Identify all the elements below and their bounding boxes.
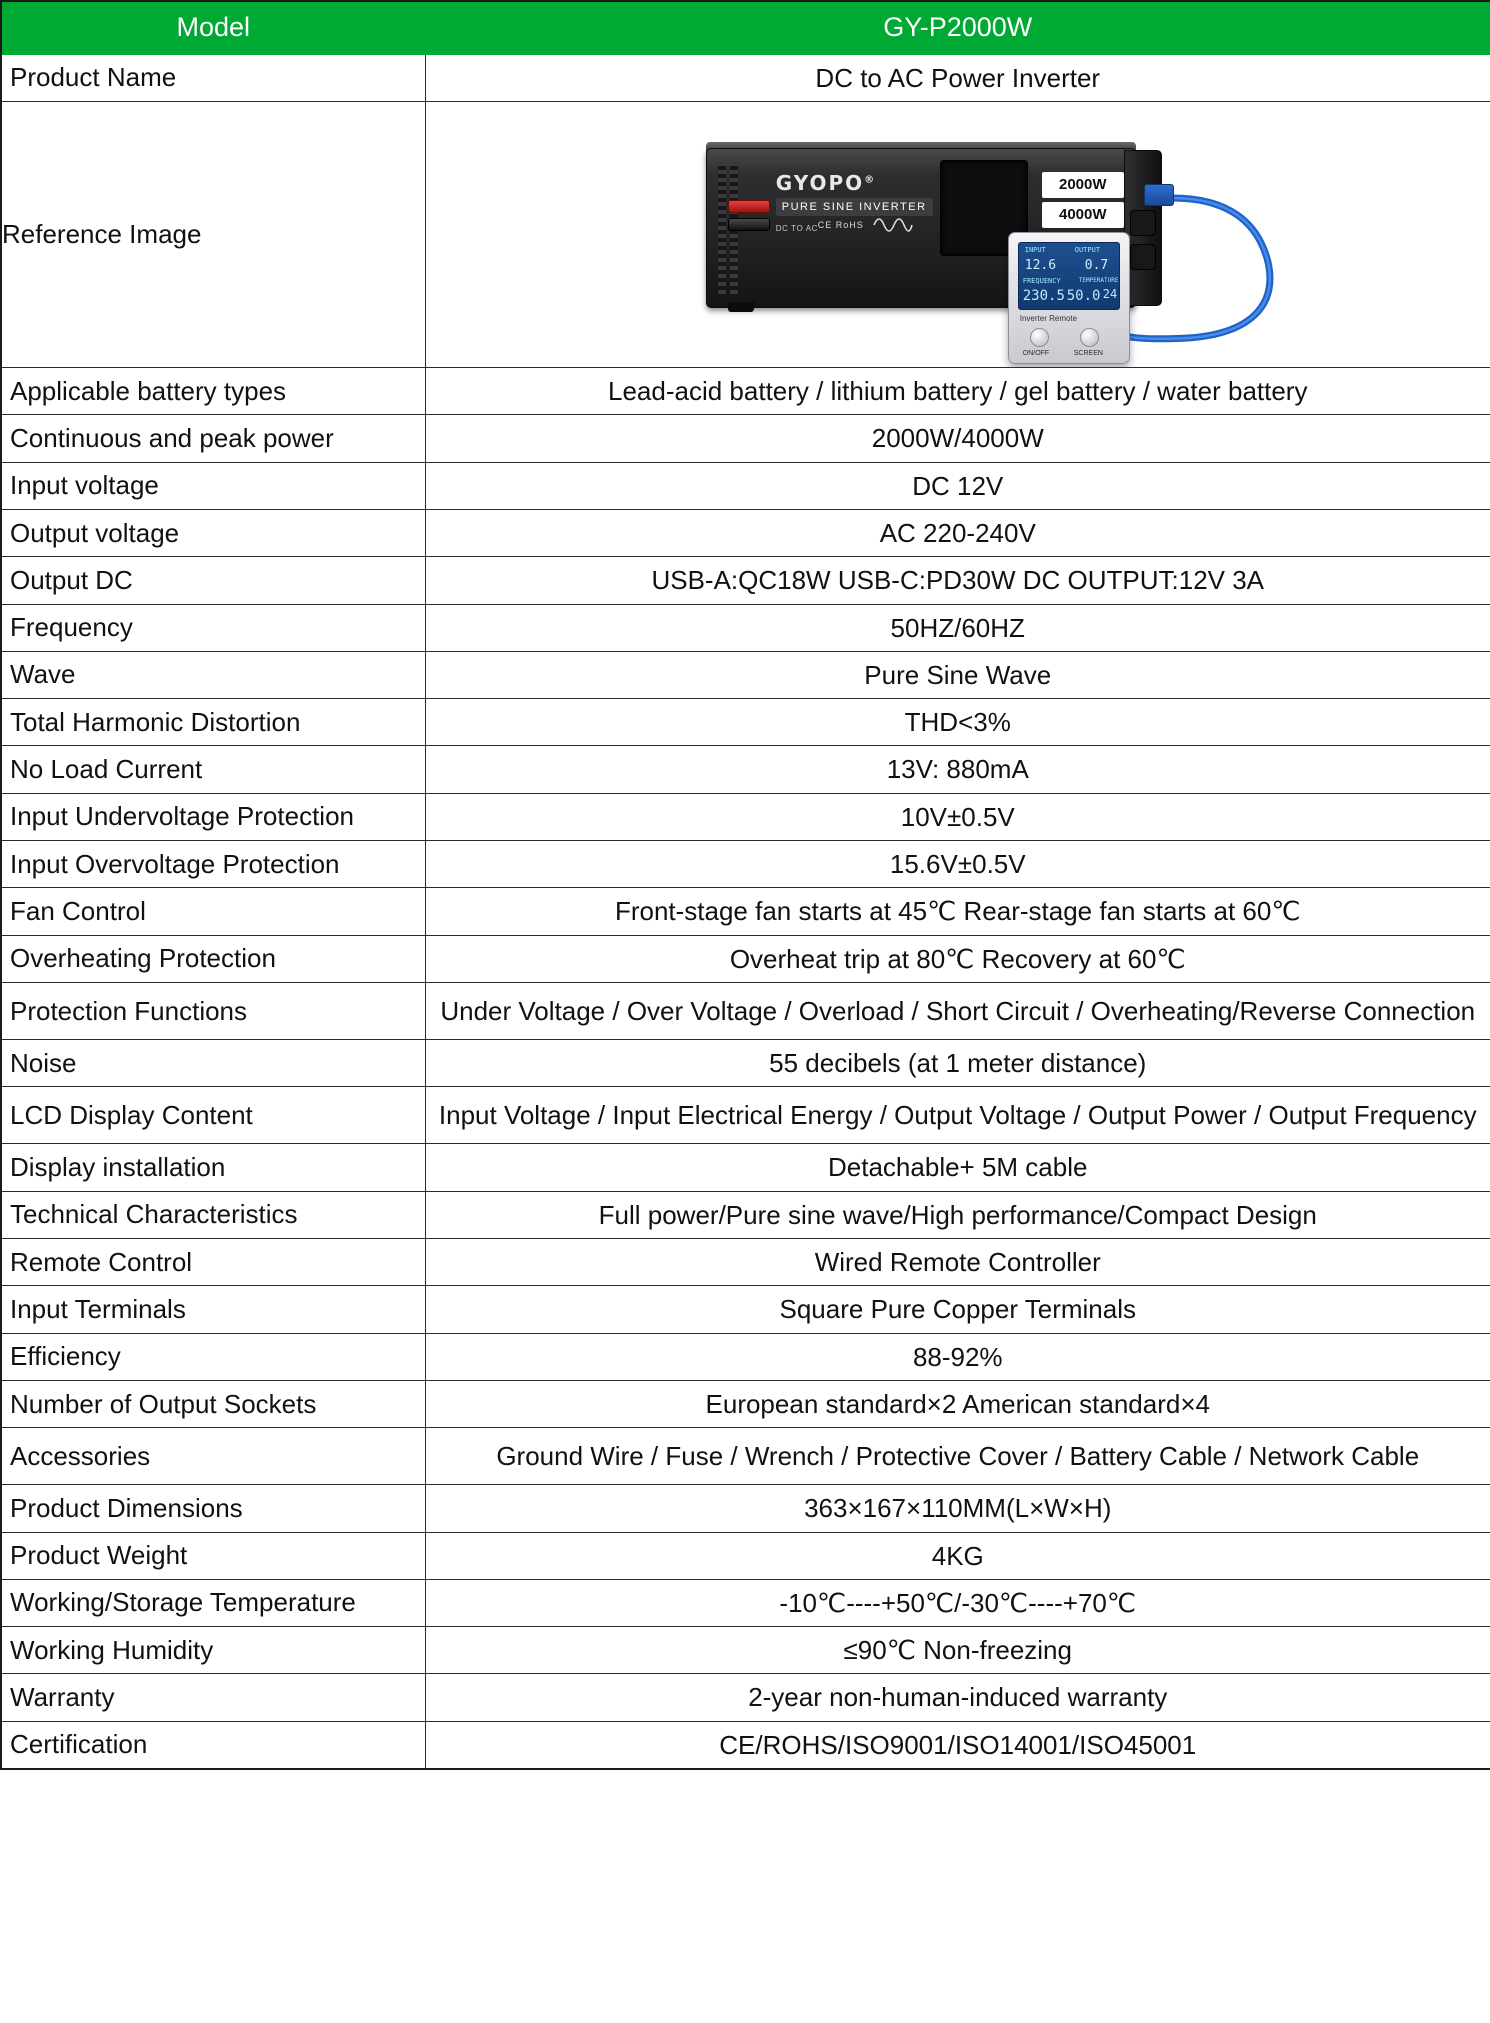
row-label: Efficiency xyxy=(1,1333,425,1380)
row-label: Display installation xyxy=(1,1144,425,1191)
table-row xyxy=(1,1333,1490,1380)
negative-terminal xyxy=(728,218,770,231)
peak-power-badge: 4000W xyxy=(1042,202,1124,228)
row-value: Ground Wire / Fuse / Wrench / Protective Cover / Battery Cable / Network Cable xyxy=(425,1428,1490,1485)
rj45-port-icon xyxy=(1144,184,1174,206)
row-value: 4KG xyxy=(425,1532,1490,1579)
row-value: Detachable+ 5M cable xyxy=(425,1144,1490,1191)
row-value: ≤90℃ Non-freezing xyxy=(425,1627,1490,1674)
row-value: 15.6V±0.5V xyxy=(425,841,1490,888)
table-row xyxy=(1,935,1490,982)
row-value: AC 220-240V xyxy=(425,509,1490,556)
row-value: DC 12V xyxy=(425,462,1490,509)
lcd-screen: INPUT OUTPUT 12.6 0.7 FREQUENCY TEMPERATURE 230.5 50.0 24 xyxy=(1018,242,1120,310)
row-value: 50HZ/60HZ xyxy=(425,604,1490,651)
header-model-value: GY-P2000W xyxy=(425,1,1490,54)
table-row xyxy=(1,54,1490,101)
table-row xyxy=(1,509,1490,556)
row-label: Input Overvoltage Protection xyxy=(1,841,425,888)
row-label: Product Weight xyxy=(1,1532,425,1579)
table-row xyxy=(1,1579,1490,1626)
table-row xyxy=(1,1380,1490,1427)
table-row xyxy=(1,793,1490,840)
table-row xyxy=(1,1040,1490,1087)
table-row xyxy=(1,415,1490,462)
table-row xyxy=(1,1191,1490,1238)
pure-sine-inverter-label: PURE SINE INVERTER xyxy=(776,198,933,217)
row-label: Output DC xyxy=(1,557,425,604)
row-value: -10℃----+50℃/-30℃----+70℃ xyxy=(425,1579,1490,1626)
row-label: Accessories xyxy=(1,1428,425,1485)
row-value: 88-92% xyxy=(425,1333,1490,1380)
inverter-foot xyxy=(728,302,754,312)
header-model-label: Model xyxy=(1,1,425,54)
table-row xyxy=(1,557,1490,604)
continuous-power-badge: 2000W xyxy=(1042,172,1124,198)
reference-image-cell xyxy=(426,102,1490,367)
dc-to-ac-label: DC TO AC xyxy=(775,223,819,233)
table-row xyxy=(1,604,1490,651)
screen-button[interactable] xyxy=(1080,328,1099,347)
row-value: Input Voltage / Input Electrical Energy / Output Voltage / Output Power / Output Frequency xyxy=(425,1087,1490,1144)
certification-marks: CE RoHS xyxy=(817,219,864,230)
row-label: No Load Current xyxy=(1,746,425,793)
row-value: 2000W/4000W xyxy=(425,415,1490,462)
onoff-button[interactable] xyxy=(1030,328,1049,347)
brand-logo: GYOPO® xyxy=(775,170,877,195)
row-label: LCD Display Content xyxy=(1,1087,425,1144)
table-row xyxy=(1,1286,1490,1333)
table-row xyxy=(1,983,1490,1040)
table-row xyxy=(1,888,1490,935)
inverter-illustration xyxy=(568,102,1348,367)
remote-title-label: Inverter Remote xyxy=(1019,313,1078,323)
positive-terminal xyxy=(728,200,770,213)
table-row xyxy=(1,1674,1490,1721)
sine-wave-icon xyxy=(873,216,913,234)
table-row xyxy=(1,1532,1490,1579)
row-value: Front-stage fan starts at 45℃ Rear-stage fan starts at 60℃ xyxy=(425,888,1490,935)
table-row xyxy=(1,1238,1490,1285)
row-value: DC to AC Power Inverter xyxy=(425,54,1490,101)
row-label: Output voltage xyxy=(1,509,425,556)
row-value: 55 decibels (at 1 meter distance) xyxy=(425,1040,1490,1087)
table-row xyxy=(1,651,1490,698)
row-label: Input Undervoltage Protection xyxy=(1,793,425,840)
ac-socket xyxy=(1130,210,1156,236)
row-value: European standard×2 American standard×4 xyxy=(425,1380,1490,1427)
row-value: 363×167×110MM(L×W×H) xyxy=(425,1485,1490,1532)
table-row xyxy=(1,746,1490,793)
vent-slots-icon xyxy=(718,162,726,294)
table-header-row xyxy=(1,1,1490,54)
row-value xyxy=(425,101,1490,367)
row-label: Warranty xyxy=(1,1674,425,1721)
row-value: 10V±0.5V xyxy=(425,793,1490,840)
row-label: Working/Storage Temperature xyxy=(1,1579,425,1626)
table-row xyxy=(1,1721,1490,1769)
row-value: THD<3% xyxy=(425,699,1490,746)
table-row xyxy=(1,1485,1490,1532)
row-label: Remote Control xyxy=(1,1238,425,1285)
table-row xyxy=(1,1428,1490,1485)
table-row xyxy=(1,1144,1490,1191)
row-value: 13V: 880mA xyxy=(425,746,1490,793)
row-value: Square Pure Copper Terminals xyxy=(425,1286,1490,1333)
row-label: Overheating Protection xyxy=(1,935,425,982)
table-row xyxy=(1,1627,1490,1674)
onoff-button-label: ON/OFF xyxy=(1022,349,1050,357)
row-label: Working Humidity xyxy=(1,1627,425,1674)
table-row xyxy=(1,699,1490,746)
row-value: Full power/Pure sine wave/High performance/Compact Design xyxy=(425,1191,1490,1238)
row-label: Reference Image xyxy=(1,101,425,367)
screen-button-label: SCREEN xyxy=(1073,349,1103,357)
row-label: Frequency xyxy=(1,604,425,651)
row-label: Continuous and peak power xyxy=(1,415,425,462)
table-row xyxy=(1,841,1490,888)
row-label: Input voltage xyxy=(1,462,425,509)
row-value: USB-A:QC18W USB-C:PD30W DC OUTPUT:12V 3A xyxy=(425,557,1490,604)
row-value: Wired Remote Controller xyxy=(425,1238,1490,1285)
table-row xyxy=(1,462,1490,509)
row-label: Input Terminals xyxy=(1,1286,425,1333)
row-label: Total Harmonic Distortion xyxy=(1,699,425,746)
row-label: Certification xyxy=(1,1721,425,1769)
row-value: Under Voltage / Over Voltage / Overload / Short Circuit / Overheating/Reverse Connection xyxy=(425,983,1490,1040)
row-label: Applicable battery types xyxy=(1,367,425,414)
row-label: Noise xyxy=(1,1040,425,1087)
row-label: Fan Control xyxy=(1,888,425,935)
table-row xyxy=(1,101,1490,367)
table-row xyxy=(1,367,1490,414)
table-row xyxy=(1,1087,1490,1144)
row-value: 2-year non-human-induced warranty xyxy=(425,1674,1490,1721)
ac-socket xyxy=(1130,244,1156,270)
row-label: Product Dimensions xyxy=(1,1485,425,1532)
row-label: Wave xyxy=(1,651,425,698)
row-label: Product Name xyxy=(1,54,425,101)
row-label: Technical Characteristics xyxy=(1,1191,425,1238)
row-label: Number of Output Sockets xyxy=(1,1380,425,1427)
row-value: Lead-acid battery / lithium battery / gel battery / water battery xyxy=(425,367,1490,414)
row-value: Overheat trip at 80℃ Recovery at 60℃ xyxy=(425,935,1490,982)
row-value: Pure Sine Wave xyxy=(425,651,1490,698)
row-value: CE/ROHS/ISO9001/ISO14001/ISO45001 xyxy=(425,1721,1490,1769)
row-label: Protection Functions xyxy=(1,983,425,1040)
